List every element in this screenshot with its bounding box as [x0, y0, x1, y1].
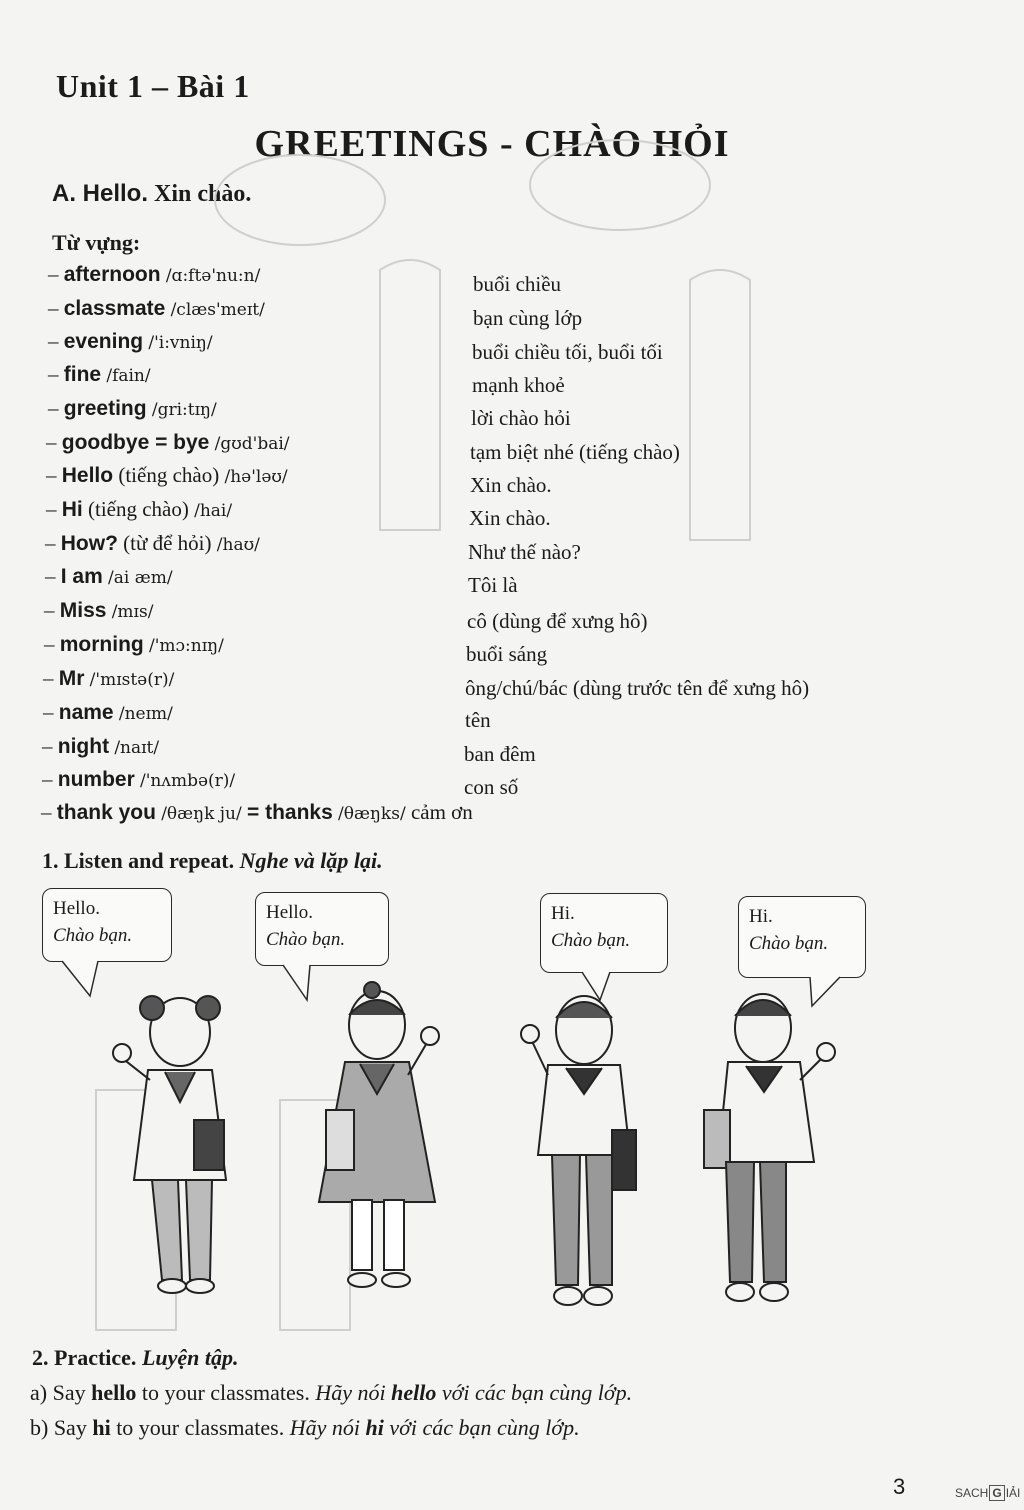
section-2-title: 2. Practice. Luyện tập. — [32, 1345, 239, 1370]
practice-item-a: a) Say hello to your classmates. Hãy nói hello với các bạn cùng lớp. — [30, 1380, 633, 1405]
vocab-item: – Hi (tiếng chào) /hai/ — [46, 497, 233, 521]
vocab-item: – name /neɪm/ — [43, 700, 173, 724]
girl-waving-illustration — [113, 996, 226, 1293]
vocab-meaning: buổi chiều — [473, 272, 562, 296]
vocab-meaning: lời chào hỏi — [471, 406, 571, 430]
speech-bubble: Hi. Chào bạn. — [540, 893, 668, 973]
vocab-item: – evening /'i:vniŋ/ — [48, 329, 213, 353]
vocab-item: – Hello (tiếng chào) /hə'ləʊ/ — [46, 463, 288, 487]
boy-waving-illustration — [704, 994, 835, 1301]
vocab-item: – number /'nʌmbə(r)/ — [42, 767, 236, 791]
vocab-meaning: Xin chào. — [469, 506, 551, 530]
page-number: 3 — [893, 1474, 906, 1499]
practice-item-b: b) Say hi to your classmates. Hãy nói hi với các bạn cùng lớp. — [30, 1415, 580, 1440]
vocab-meaning: Như thế nào? — [468, 540, 581, 564]
sachgiai-logo: SACH G IẢI — [955, 1486, 1021, 1500]
vocab-meaning: tên — [465, 708, 491, 732]
vocab-item: – classmate /clæs'meɪt/ — [48, 296, 265, 320]
section-1-title: 1. Listen and repeat. Nghe và lặp lại. — [42, 848, 383, 873]
vocab-item: – thank you /θæŋk ju/ = thanks /θæŋks/ cảm ơn — [41, 800, 473, 824]
vocab-item: – I am /ai æm/ — [45, 564, 173, 588]
vocab-meaning: buổi sáng — [466, 642, 548, 666]
speech-bubble: Hello. Chào bạn. — [42, 888, 172, 962]
vocab-meaning: Xin chào. — [470, 473, 552, 497]
section-a-vi: Xin chào. — [154, 181, 252, 207]
vocab-meaning: Tôi là — [468, 573, 518, 597]
vocab-meaning: bạn cùng lớp — [473, 306, 583, 330]
vocab-meaning: ông/chú/bác (dùng trước tên để xưng hô) — [465, 676, 810, 700]
vocab-item: – goodbye = bye /gʊd'bai/ — [46, 430, 290, 454]
vocab-item: – night /naɪt/ — [42, 734, 160, 758]
boy-waving-illustration — [521, 996, 636, 1305]
speech-bubble: Hello. Chào bạn. — [255, 892, 389, 966]
vocab-item: – fine /fain/ — [48, 362, 151, 386]
vocab-heading: Từ vựng: — [52, 230, 141, 255]
vocab-meaning: mạnh khoẻ — [472, 373, 565, 397]
unit-title: Unit 1 – Bài 1 — [56, 68, 250, 104]
lesson-title: GREETINGS - CHÀO HỎI — [254, 123, 730, 165]
section-a-en: A. Hello. — [52, 180, 149, 207]
vocab-meaning: con số — [464, 775, 519, 799]
vocab-item: – Miss /mɪs/ — [44, 598, 154, 622]
vocab-item: – Mr /'mɪstə(r)/ — [43, 666, 175, 690]
vocab-item: – greeting /gri:tɪŋ/ — [48, 396, 217, 420]
vocab-meaning: cô (dùng để xưng hô) — [467, 609, 648, 633]
vocab-item: – morning /'mɔ:nɪŋ/ — [44, 632, 224, 656]
vocab-item: – afternoon /ɑ:ftə'nu:n/ — [48, 262, 261, 286]
vocab-meaning: ban đêm — [464, 742, 536, 766]
vocab-meaning: tạm biệt nhé (tiếng chào) — [470, 440, 680, 464]
vocab-item: – How? (từ để hỏi) /haʊ/ — [45, 531, 260, 555]
girl-waving-illustration — [319, 982, 439, 1287]
vocab-meaning: buổi chiều tối, buổi tối — [472, 340, 663, 364]
speech-bubble: Hi. Chào bạn. — [738, 896, 866, 978]
